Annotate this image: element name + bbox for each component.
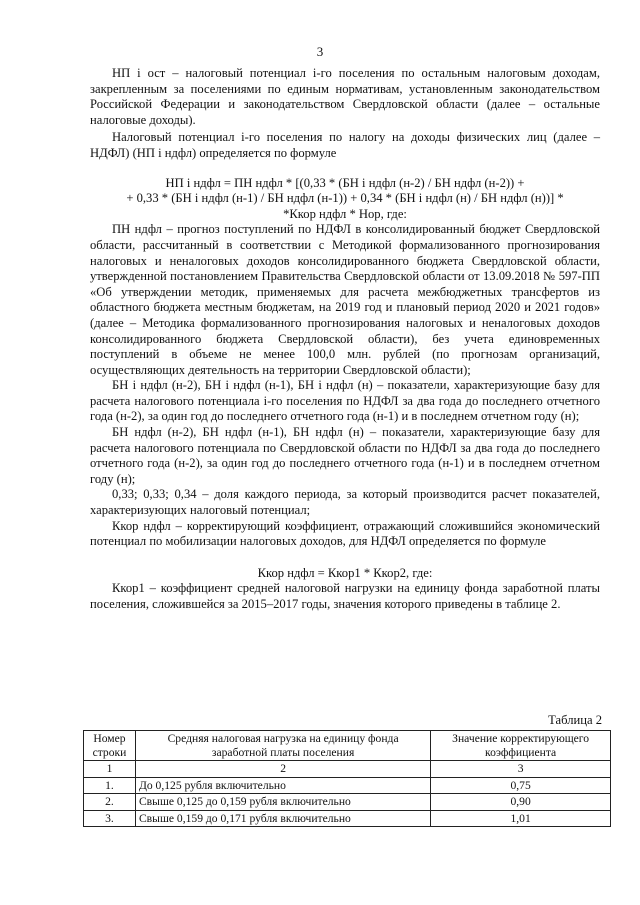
table-header-row <box>84 731 611 761</box>
body-text <box>90 66 600 613</box>
row-tax-load: До 0,125 рубля включительно <box>135 777 430 794</box>
row-coefficient: 0,75 <box>431 777 611 794</box>
page-number: 3 <box>316 44 324 59</box>
paragraph-bn-i-ndfl: БН i ндфл (н-2), БН i ндфл (н-1), БН i ндфл (н) – показатели, характеризующие базу для расчета налогового потенциала i-го поселения по НДФЛ за два года до последнего отчетного года (н-2), за один год до последнего отчетного года (н-1) и в последнем отчетном году (н); <box>90 378 600 424</box>
column-number: 2 <box>135 761 430 778</box>
column-number: 3 <box>431 761 611 778</box>
formula-np-ndfl-line1: НП i ндфл = ПН ндфл * [(0,33 * (БН i ндфл (н-2) / БН ндфл (н-2)) + <box>165 175 525 190</box>
paragraph-kkor-ndfl: Ккор ндфл – корректирующий коэффициент, отражающий сложившийся экономический потенциал по мобилизации налоговых доходов, для НДФЛ определяется по формуле <box>90 518 600 549</box>
row-number: 3. <box>84 810 136 827</box>
paragraph-shares: 0,33; 0,33; 0,34 – доля каждого периода, за который производится расчет показателей, характеризующих налоговый потенциал; <box>90 487 600 518</box>
row-coefficient: 1,01 <box>431 810 611 827</box>
header-row-number: Номер строки <box>84 731 136 761</box>
paragraph-np-ndfl-intro: Налоговый потенциал i-го поселения по налогу на доходы физических лиц (далее – НДФЛ) (НП i ндфл) определяется по формуле <box>90 130 600 160</box>
column-number: 1 <box>84 761 136 778</box>
formula-kkor-ndfl: Ккор ндфл = Ккор1 * Ккор2, где: <box>257 565 433 580</box>
row-tax-load: Свыше 0,125 до 0,159 рубля включительно <box>135 794 430 811</box>
row-tax-load: Свыше 0,159 до 0,171 рубля включительно <box>135 810 430 827</box>
table-row <box>84 777 611 794</box>
paragraph-bn-ndfl: БН ндфл (н-2), БН ндфл (н-1), БН ндфл (н) – показатели, характеризующие базу для расчета налогового потенциала по Свердловской области по НДФЛ за два года до последнего отчетного года (н-2), за один год до последнего отчетного года (н-1) и в последнем отчетном году (н); <box>90 425 600 486</box>
coefficient-table <box>83 730 611 827</box>
header-tax-load: Средняя налоговая нагрузка на единицу фонда заработной платы поселения <box>135 731 430 761</box>
row-number: 2. <box>84 794 136 811</box>
table-row <box>84 794 611 811</box>
row-coefficient: 0,90 <box>431 794 611 811</box>
table-caption: Таблица 2 <box>548 713 602 727</box>
paragraph-kkor1: Ккор1 – коэффициент средней налоговой нагрузки на единицу фонда заработной платы поселения, сложившейся за 2015–2017 годы, значения которого приведены в таблице 2. <box>90 581 600 611</box>
paragraph-np-ost: НП i ост – налоговый потенциал i-го поселения по остальным налоговым доходам, закрепленным за поселениями по единым нормативам, установленным законодательством Российской Федерации и законодательством Свердловской области (далее – остальные налоговые доходы). <box>90 66 600 127</box>
header-coefficient: Значение корректирующего коэффициента <box>431 731 611 761</box>
row-number: 1. <box>84 777 136 794</box>
table-numbering-row <box>84 761 611 778</box>
formula-np-ndfl-line2: + 0,33 * (БН i ндфл (н-1) / БН ндфл (н-1)) + 0,34 * (БН i ндфл (н) / БН ндфл (н))] * <box>126 191 564 206</box>
formula-np-ndfl-line3: *Ккор ндфл * Нор, где: <box>283 206 407 221</box>
paragraph-pn-ndfl: ПН ндфл – прогноз поступлений по НДФЛ в консолидированный бюджет Свердловской области, рассчитанный в соответствии с Методикой формализованного прогнозирования налоговых и неналоговых доходов консолидированного бюджета Свердловской области, утвержденной постановлением Правительства Свердловской области от 13.09.2018 № 597-ПП «Об утверждении методик, применяемых для расчета межбюджетных трансфертов из областного бюджета местным бюджетам, на 2019 год и плановый период 2020 и 2021 годов» (далее – Методика формализованного прогнозирования налоговых и неналоговых доходов консолидированного бюджета Свердловской области), без учета единовременных поступлений в объеме не менее 100,0 млн. рублей (по прогнозам организаций, осуществляющих деятельность на территории Свердловской области); <box>90 222 600 377</box>
table-row <box>84 810 611 827</box>
